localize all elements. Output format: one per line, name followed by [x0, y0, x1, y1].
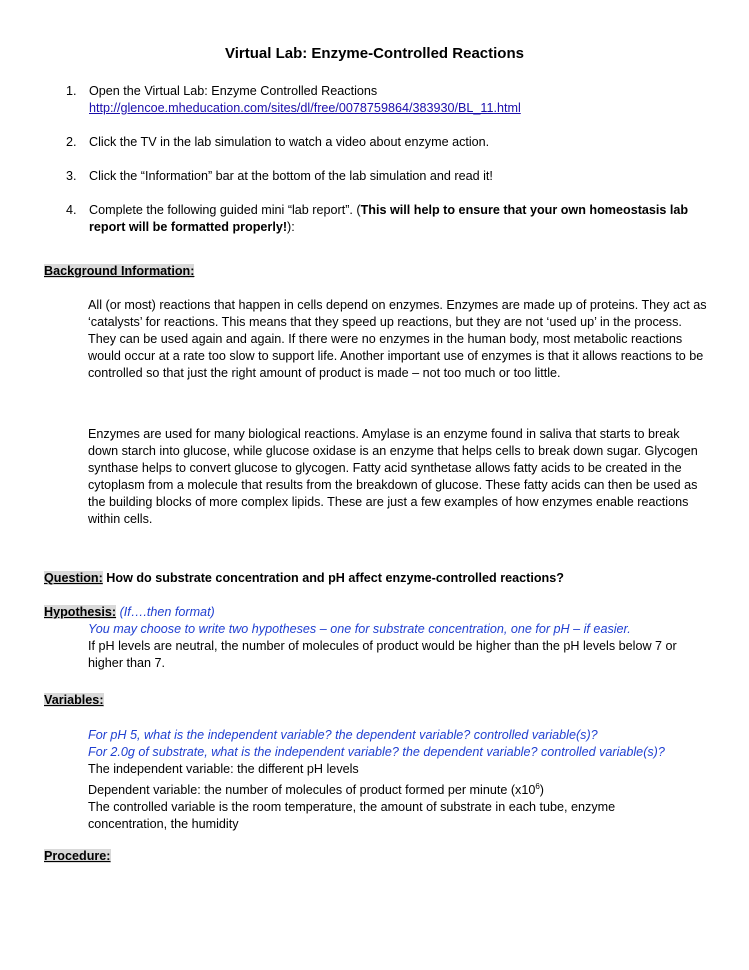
hypothesis-body — [88, 621, 713, 672]
background-heading: Background Information: — [44, 264, 195, 278]
step-text: Open the Virtual Lab: Enzyme Controlled Reactions — [89, 84, 378, 98]
variables-prompt-ph: For pH 5, what is the independent variable? the dependent variable? controlled variable(s)? — [88, 728, 598, 742]
list-item — [42, 83, 722, 117]
step-number: 1. — [66, 84, 77, 98]
background-paragraph-1: All (or most) reactions that happen in cells depend on enzymes. Enzymes are made up of proteins. They act as ‘catalysts’ for reactions. This means that they speed up reactions, but they are not ‘used up’ in the process. They can be used again and again. If there were no enzymes in the human body, most metabolic reactions would occur at a rate too slow to support life. Another important use of enzymes is that it allows reactions to be controlled so that just the right amount of product is made – not too much or too little. — [88, 298, 707, 380]
step-text: Complete the following guided mini “lab report”. ( — [89, 203, 361, 217]
virtual-lab-link[interactable]: http://glencoe.mheducation.com/sites/dl/free/0078759864/383930/BL_11.html — [89, 101, 521, 115]
background-paragraph-2: Enzymes are used for many biological reactions. Amylase is an enzyme found in saliva that starts to break down starch into glucose, while glucose oxidase is an enzyme that helps cells to break down sugar. Glycogen synthase helps to convert glucose to glycogen. Fatty acid synthetase allows fatty acids to be created in the cytoplasm from a molecule that results from the breakdown of glucose. These fatty acids can then be used as the building blocks of more complex lipids. These are just a few examples of how enzymes enable reactions within cells. — [88, 427, 698, 526]
controlled-variable: The controlled variable is the room temperature, the amount of substrate in each tube, enzyme concentration, the humidity — [88, 800, 616, 832]
step-number: 3. — [66, 169, 77, 183]
list-item — [42, 168, 722, 185]
list-item — [42, 134, 722, 151]
question-label: Question: — [44, 571, 103, 585]
hypothesis-prompt: You may choose to write two hypotheses – one for substrate concentration, one for pH – if easier. — [88, 622, 631, 636]
step-text-bold: This will help to ensure that your own homeostasis lab report will be formatted properly! — [89, 203, 689, 234]
list-item — [42, 202, 722, 236]
step-text: Click the TV in the lab simulation to watch a video about enzyme action. — [89, 135, 490, 149]
variables-heading: Variables: — [44, 693, 104, 707]
independent-variable: The independent variable: the different pH levels — [88, 762, 359, 776]
question-line — [44, 570, 564, 587]
dependent-variable: Dependent variable: the number of molecules of product formed per minute $(x10^6)$ — [88, 782, 544, 798]
variables-body — [88, 727, 728, 833]
page-title: Virtual Lab: Enzyme-Controlled Reactions — [225, 45, 524, 62]
hypothesis-answer: If pH levels are neutral, the number of molecules of product would be higher than the pH levels below 7 or higher than 7. — [88, 639, 677, 670]
step-number: 4. — [66, 203, 77, 217]
hypothesis-label: Hypothesis: — [44, 605, 117, 619]
step-text-end: ): — [287, 220, 295, 234]
variables-prompt-substrate: For 2.0g of substrate, what is the independent variable? the dependent variable? controlled variable(s)? — [88, 745, 665, 759]
hypothesis-hint: (If….then format) — [116, 605, 215, 619]
hypothesis-heading — [44, 604, 215, 621]
question-text: How do substrate concentration and pH affect enzyme-controlled reactions? — [102, 571, 564, 585]
instruction-list — [42, 83, 722, 253]
procedure-heading: Procedure: — [44, 849, 111, 863]
step-number: 2. — [66, 135, 77, 149]
step-text: Click the “Information” bar at the bottom of the lab simulation and read it! — [89, 169, 493, 183]
